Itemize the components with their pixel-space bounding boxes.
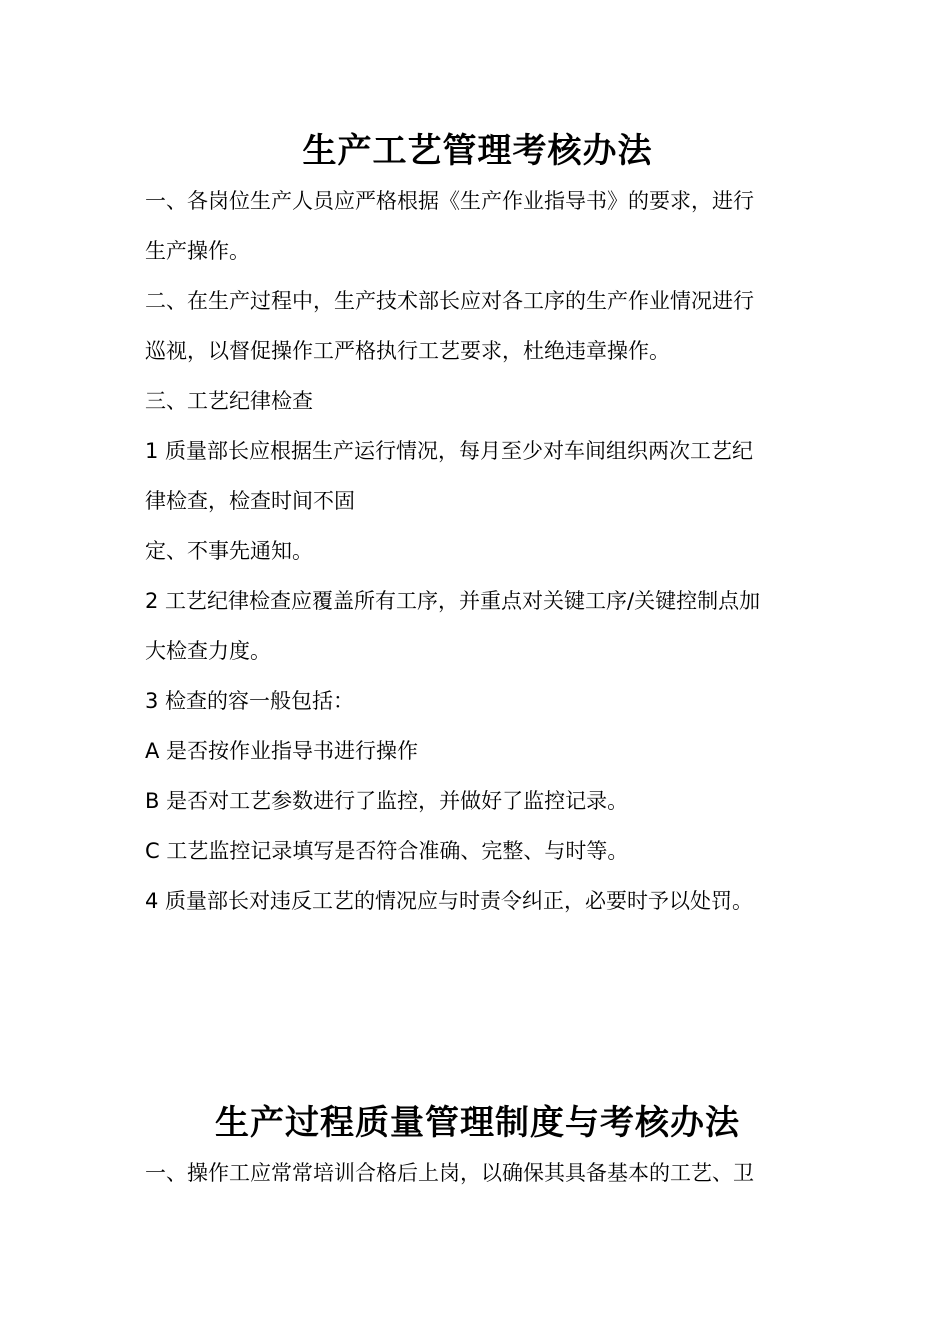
paragraph-line: 定、不事先通知。 bbox=[145, 539, 313, 563]
paragraph-line: 一、操作工应常常培训合格后上岗，以确保其具备基本的工艺、卫 bbox=[145, 1161, 754, 1185]
paragraph-line: 大检查力度。 bbox=[145, 639, 271, 663]
paragraph-line: 4 质量部长对违反工艺的情况应与时责令纠正，必要时予以处罚。 bbox=[145, 889, 754, 913]
section-process-management bbox=[145, 126, 810, 926]
paragraph-line: 2 工艺纪律检查应覆盖所有工序，并重点对关键工序/关键控制点加 bbox=[145, 589, 761, 613]
paragraph-line: 律检查，检查时间不固 bbox=[145, 489, 355, 513]
paragraph-line: 巡视，以督促操作工严格执行工艺要求，杜绝违章操作。 bbox=[145, 339, 670, 363]
section-title: 生产工艺管理考核办法 bbox=[302, 131, 653, 171]
section-quality-management bbox=[145, 1098, 810, 1198]
paragraph-line: 三、工艺纪律检查 bbox=[145, 389, 313, 413]
paragraph-line: 一、各岗位生产人员应严格根据《生产作业指导书》的要求，进行 bbox=[145, 189, 754, 213]
paragraph-line: B 是否对工艺参数进行了监控，并做好了监控记录。 bbox=[145, 789, 629, 813]
section-title: 生产过程质量管理制度与考核办法 bbox=[215, 1103, 740, 1143]
paragraph-line: 生产操作。 bbox=[145, 239, 250, 263]
paragraph-line: 二、在生产过程中，生产技术部长应对各工序的生产作业情况进行 bbox=[145, 289, 754, 313]
paragraph-line: C 工艺监控记录填写是否符合准确、完整、与时等。 bbox=[145, 839, 629, 863]
paragraph-line: 3 检查的容一般包括： bbox=[145, 689, 355, 713]
paragraph-line: A 是否按作业指导书进行操作 bbox=[145, 739, 419, 763]
paragraph-line: 1 质量部长应根据生产运行情况，每月至少对车间组织两次工艺纪 bbox=[145, 439, 754, 463]
